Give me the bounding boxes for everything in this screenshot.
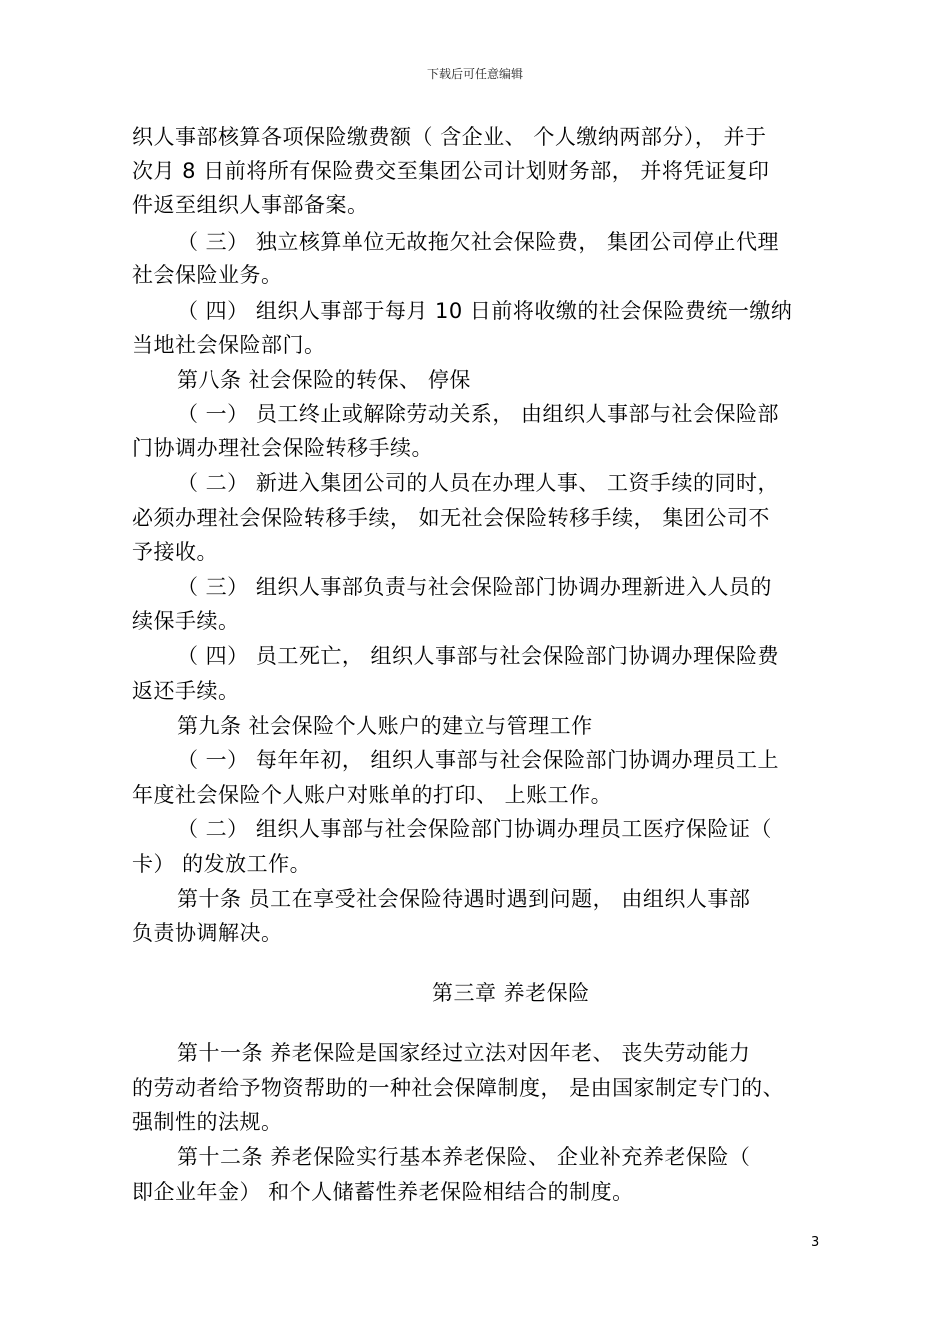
body-line: 件返至组织人事部备案。 bbox=[132, 193, 369, 217]
body-line: 的劳动者给予物资帮助的一种社会保障制度， 是由国家制定专门的、 bbox=[132, 1076, 785, 1100]
article-heading: 第八条 社会保险的转保、 停保 bbox=[177, 368, 471, 392]
page-header: 下载后可任意编辑 bbox=[426, 67, 523, 81]
body-line: 织人事部核算各项保险缴费额（ 含企业、 个人缴纳两部分）， 并于 bbox=[132, 125, 767, 149]
article-heading: 第九条 社会保险个人账户的建立与管理工作 bbox=[177, 714, 593, 738]
article-heading: 第十一条 养老保险是国家经过立法对因年老、 丧失劳动能力 bbox=[177, 1041, 751, 1065]
body-line: 卡） 的发放工作。 bbox=[132, 852, 312, 876]
body-line: （ 二） 组织人事部与社会保险部门协调办理员工医疗保险证（ bbox=[177, 817, 772, 841]
body-line: 返还手续。 bbox=[132, 679, 240, 703]
body-line: （ 四） 员工死亡， 组织人事部与社会保险部门协调办理保险费 bbox=[177, 644, 780, 668]
body-line: （ 一） 员工终止或解除劳动关系， 由组织人事部与社会保险部 bbox=[177, 402, 780, 426]
body-line: 门协调办理社会保险转移手续。 bbox=[132, 436, 433, 460]
body-line: 年度社会保险个人账户对账单的打印、 上账工作。 bbox=[132, 783, 613, 807]
body-line: 续保手续。 bbox=[132, 609, 240, 633]
chapter-title: 第三章 养老保险 bbox=[432, 981, 590, 1005]
body-line: 即企业年金） 和个人储蓄性养老保险相结合的制度。 bbox=[132, 1180, 634, 1204]
body-line: 予接收。 bbox=[132, 540, 218, 564]
body-line: 负责协调解决。 bbox=[132, 921, 283, 945]
page-number: 3 bbox=[811, 1235, 820, 1250]
body-line: （ 一） 每年年初， 组织人事部与社会保险部门协调办理员工上 bbox=[177, 748, 780, 772]
body-line: 强制性的法规。 bbox=[132, 1110, 283, 1134]
body-line: （ 四） 组织人事部于每月 10 日前将收缴的社会保险费统一缴纳 bbox=[177, 299, 793, 323]
body-line: （ 三） 独立核算单位无故拖欠社会保险费， 集团公司停止代理 bbox=[177, 230, 780, 254]
body-line: 当地社会保险部门。 bbox=[132, 333, 326, 357]
body-line: （ 三） 组织人事部负责与社会保险部门协调办理新进入人员的 bbox=[177, 575, 772, 599]
article-heading: 第十二条 养老保险实行基本养老保险、 企业补充养老保险（ bbox=[177, 1145, 751, 1169]
body-line: 必须办理社会保险转移手续， 如无社会保险转移手续， 集团公司不 bbox=[132, 506, 770, 530]
body-line: 次月 8 日前将所有保险费交至集团公司计划财务部， 并将凭证复印 bbox=[132, 159, 770, 183]
body-line: 社会保险业务。 bbox=[132, 263, 283, 287]
body-line: （ 二） 新进入集团公司的人员在办理人事、 工资手续的同时， bbox=[177, 471, 780, 495]
article-heading: 第十条 员工在享受社会保险待遇时遇到问题， 由组织人事部 bbox=[177, 887, 751, 911]
